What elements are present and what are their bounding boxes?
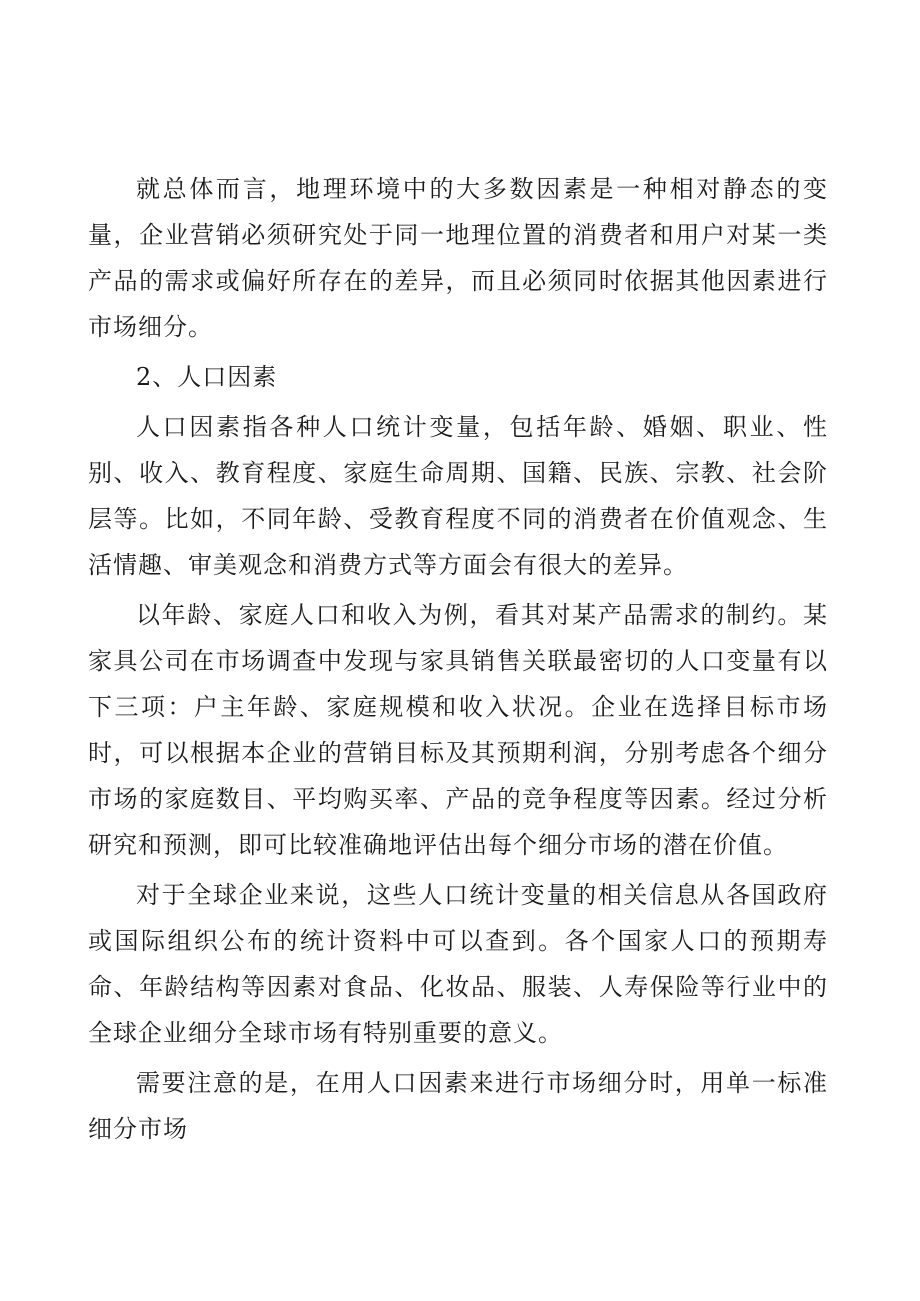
paragraph-furniture-example: 以年龄、家庭人口和收入为例，看其对某产品需求的制约。某家具公司在市场调查中发现与家具销售关联最密切的人口变量有以下三项：户主年龄、家庭规模和收入状况。企业在选择目标市场时，可以根据本企业的营销目标及其预期利润，分别考虑各个细分市场的家庭数目、平均购买率、产品的竞争程度等因素。经过分析研究和预测，即可比较准确地评估出每个细分市场的潜在价值。: [88, 601, 828, 859]
section-heading-population-factors: 2、人口因素: [136, 363, 278, 391]
paragraph-geography-summary: 就总体而言，地理环境中的大多数因素是一种相对静态的变量，企业营销必须研究处于同一地理位置的消费者和用户对某一类产品的需求或偏好所存在的差异，而且必须同时依据其他因素进行市场细分。: [88, 175, 828, 341]
paragraph-population-definition: 人口因素指各种人口统计变量，包括年龄、婚姻、职业、性别、收入、教育程度、家庭生命周期、国籍、民族、宗教、社会阶层等。比如，不同年龄、受教育程度不同的消费者在价值观念、生活情趣、审美观念和消费方式等方面会有很大的差异。: [88, 413, 828, 579]
paragraph-global-enterprises: 对于全球企业来说，这些人口统计变量的相关信息从各国政府或国际组织公布的统计资料中可以查到。各个国家人口的预期寿命、年龄结构等因素对食品、化妆品、服装、人寿保险等行业中的全球企业细分全球市场有特别重要的意义。: [88, 881, 828, 1047]
paragraph-note: 需要注意的是，在用人口因素来进行市场细分时，用单一标准细分市场: [88, 1069, 828, 1143]
document-body: [88, 166, 828, 1156]
